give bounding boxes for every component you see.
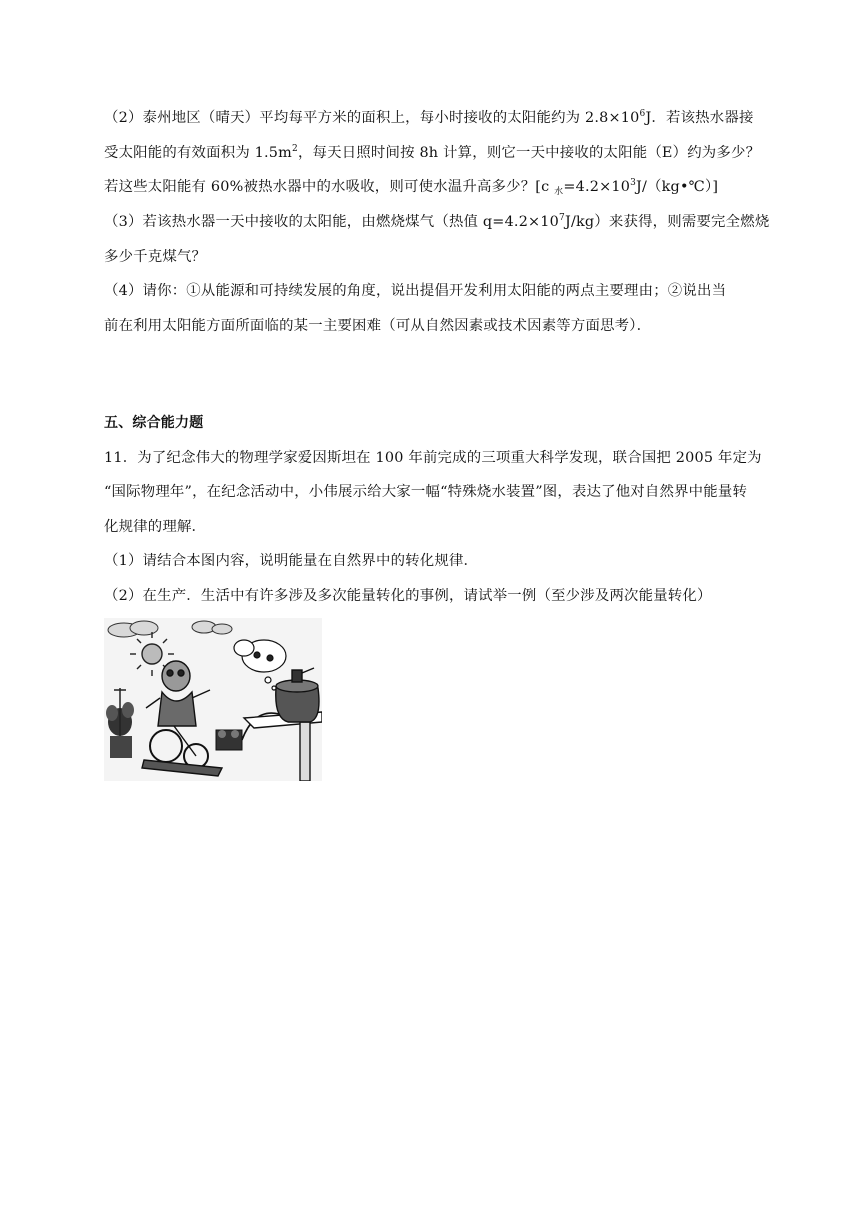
q10-part3-line2: 多少千克煤气？ xyxy=(104,249,207,265)
text-run: J．若该热水器接 xyxy=(645,110,754,126)
superscript: 3 xyxy=(630,178,637,188)
text-run: J/（kg•℃）] xyxy=(636,179,719,195)
text-run: （2）泰州地区（晴天）平均每平方米的面积上，每小时接收的太阳能约为 2.8×10 xyxy=(104,110,640,126)
q11-line2: “国际物理年”，在纪念活动中，小伟展示给大家一幅“特殊烧水装置”图，表达了他对自然界中能量转 xyxy=(104,484,748,500)
q10-part2-line3 xyxy=(104,177,718,197)
water-boiling-device-figure xyxy=(104,618,322,781)
section-heading: 五、综合能力题 xyxy=(104,415,204,431)
text-run: （3）若该热水器一天中接收的太阳能，由燃烧煤气（热值 q=4.2×10 xyxy=(104,214,560,230)
superscript: 6 xyxy=(639,109,646,119)
text-run: J/kg）来获得，则需要完全燃烧 xyxy=(564,214,770,230)
q11-part1: （1）请结合本图内容，说明能量在自然界中的转化规律． xyxy=(104,553,479,569)
q11-line1: 11．为了纪念伟大的物理学家爱因斯坦在 100 年前完成的三项重大科学发现，联合国把 2005 年定为 xyxy=(104,450,762,466)
text-run: 若这些太阳能有 60%被热水器中的水吸收，则可使水温升高多少？[c xyxy=(104,179,555,195)
text-run: ，每天日照时间按 8h 计算，则它一天中接收的太阳能（E）约为多少？ xyxy=(297,145,761,161)
text-run: =4.2×10 xyxy=(563,179,631,195)
superscript: 2 xyxy=(292,144,298,154)
generator-icon xyxy=(216,730,242,750)
q10-part4-line1: （4）请你：①从能源和可持续发展的角度，说出提倡开发利用太阳能的两点主要理由；②说出当 xyxy=(104,283,727,299)
text-run: 受太阳能的有效面积为 1.5m xyxy=(104,145,293,161)
q11-part2: （2）在生产．生活中有许多涉及多次能量转化的事例，请试举一例（至少涉及两次能量转化） xyxy=(104,588,712,604)
q10-part3-line1 xyxy=(104,212,769,232)
q10-part2-line1 xyxy=(104,108,754,128)
subscript: 水 xyxy=(554,187,564,197)
q11-line3: 化规律的理解． xyxy=(104,519,207,535)
q10-part2-line2 xyxy=(104,143,760,163)
q10-part4-line2: 前在利用太阳能方面所面临的某一主要困难（可从自然因素或技术因素等方面思考）． xyxy=(104,318,652,334)
superscript: 7 xyxy=(559,213,565,223)
